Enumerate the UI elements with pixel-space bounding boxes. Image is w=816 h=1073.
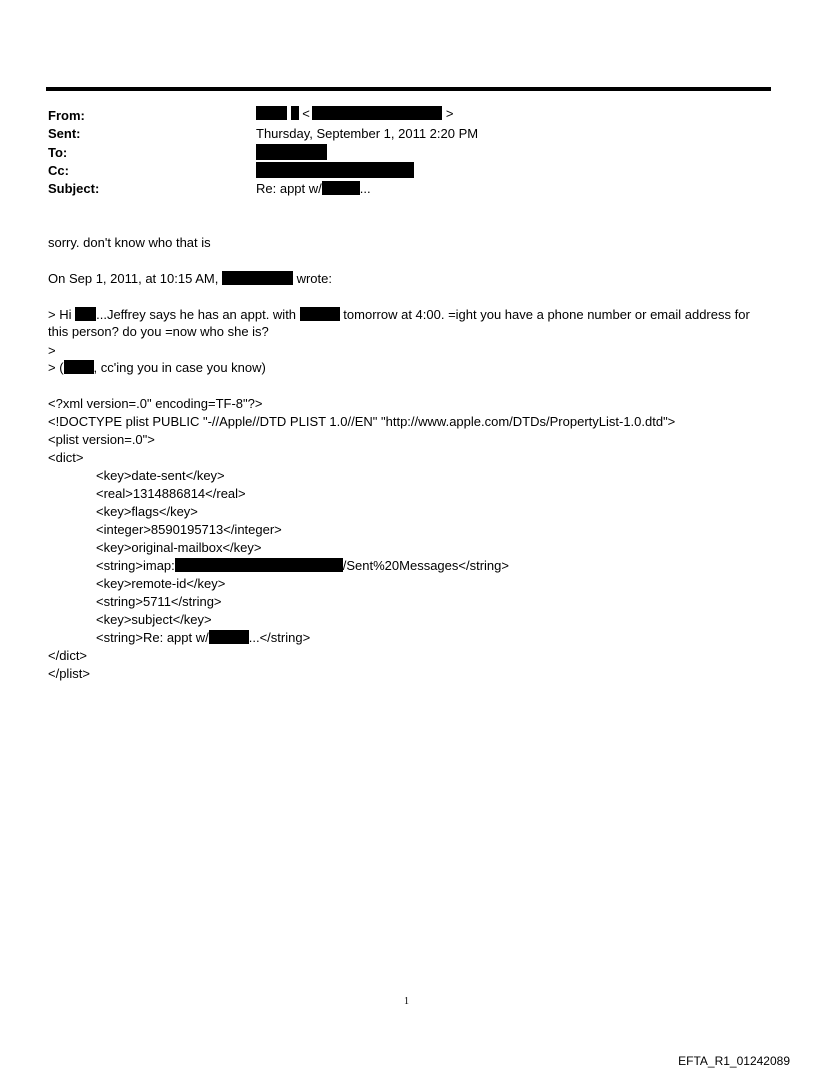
reply-text: sorry. don't know who that is	[48, 235, 211, 250]
sent-label: Sent:	[48, 126, 81, 141]
quote-text: ...Jeffrey says he has an appt. with	[96, 307, 297, 322]
from-label: From:	[48, 108, 85, 123]
from-email-open: <	[302, 106, 310, 121]
quote-text: > Hi	[48, 307, 72, 322]
redaction-block	[256, 144, 327, 160]
quote-paragraph	[48, 306, 768, 340]
redaction-block	[256, 106, 287, 120]
quote-text: > (	[48, 360, 64, 375]
subject-value	[256, 181, 371, 196]
redaction-block	[300, 307, 340, 321]
plist-line: <key>date-sent</key>	[96, 468, 225, 483]
plist-close: </plist>	[48, 666, 90, 681]
dict-close: </dict>	[48, 648, 88, 663]
redaction-block	[322, 181, 360, 195]
doctype-line: <!DOCTYPE plist PUBLIC "-//Apple//DTD PLIST 1.0//EN" "http://www.apple.com/DTDs/PropertyList-1.0.dtd">	[48, 414, 676, 429]
to-label: To:	[48, 145, 68, 160]
plist-text: ...</string>	[248, 630, 311, 645]
dict-open: <dict>	[48, 450, 84, 465]
plist-line: <integer>8590195713</integer>	[96, 522, 282, 537]
plist-text: <string>imap:	[96, 558, 175, 573]
redaction-block	[291, 106, 299, 120]
quote-intro-suffix: wrote:	[296, 271, 332, 286]
redaction-block	[209, 630, 249, 644]
plist-line	[96, 630, 310, 645]
cc-label: Cc:	[48, 163, 69, 178]
subject-prefix: Re: appt w/	[256, 181, 322, 196]
bates-number: EFTA_R1_01242089	[678, 1054, 790, 1068]
quote-intro	[48, 271, 332, 286]
sent-value: Thursday, September 1, 2011 2:20 PM	[256, 126, 479, 141]
header-divider	[46, 87, 771, 91]
redaction-block	[175, 558, 343, 572]
plist-text: <string>Re: appt w/	[96, 630, 209, 645]
subject-label: Subject:	[48, 181, 100, 196]
plist-line	[96, 558, 509, 573]
plist-text: /Sent%20Messages</string>	[342, 558, 509, 573]
plist-line: <key>subject</key>	[96, 612, 212, 627]
page-number: 1	[404, 996, 409, 1007]
plist-line: <key>remote-id</key>	[96, 576, 226, 591]
xml-declaration: <?xml version=.0" encoding=TF-8"?>	[48, 396, 263, 411]
quote-marker: >	[48, 343, 56, 358]
redaction-block	[312, 106, 442, 120]
plist-line: <real>1314886814</real>	[96, 486, 246, 501]
redaction-block	[256, 162, 414, 178]
quote-text: , cc'ing you in case you know)	[93, 360, 266, 375]
from-value	[256, 106, 453, 121]
quote-cc-line	[48, 360, 266, 375]
redaction-block	[75, 307, 96, 321]
quote-intro-prefix: On Sep 1, 2011, at 10:15 AM,	[48, 271, 219, 286]
from-email-close: >	[445, 106, 454, 121]
plist-line: <key>flags</key>	[96, 504, 198, 519]
redaction-block	[64, 360, 94, 374]
plist-open: <plist version=.0">	[48, 432, 155, 447]
plist-line: <key>original-mailbox</key>	[96, 540, 262, 555]
quote-text: tomorrow at 4:00. =ight you have a phone number or email address for this person? do you =now who she is?	[48, 307, 750, 339]
plist-line: <string>5711</string>	[96, 594, 222, 609]
redaction-block	[222, 271, 293, 285]
subject-suffix: ...	[359, 181, 371, 196]
